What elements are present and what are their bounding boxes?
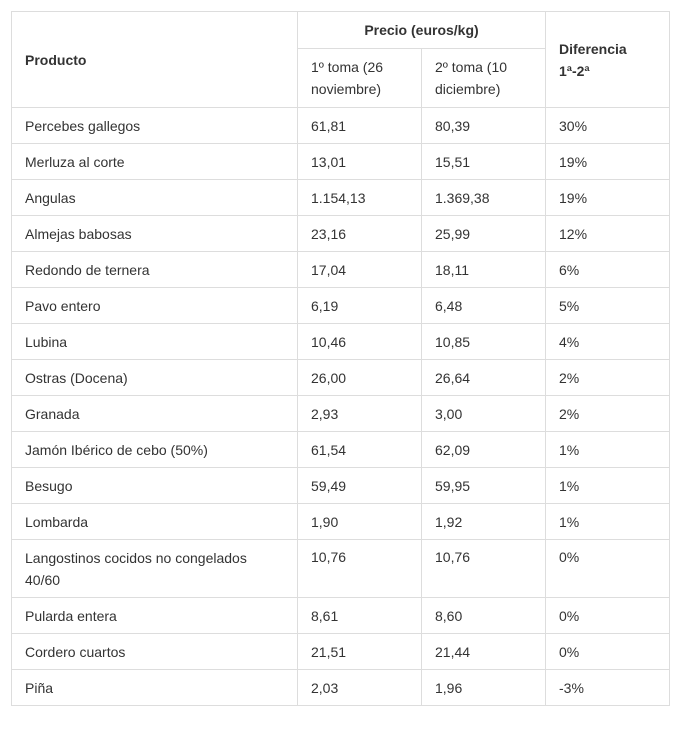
cell-product: Lombarda — [12, 504, 298, 540]
cell-first-take: 2,93 — [298, 396, 422, 432]
cell-first-take: 10,76 — [298, 540, 422, 598]
cell-first-take: 17,04 — [298, 252, 422, 288]
cell-difference: 1% — [546, 468, 670, 504]
cell-second-take: 1,96 — [422, 670, 546, 706]
cell-difference: 19% — [546, 180, 670, 216]
cell-second-take: 6,48 — [422, 288, 546, 324]
table-row — [12, 634, 670, 670]
cell-product: Cordero cuartos — [12, 634, 298, 670]
header-first-take: 1º toma (26 noviembre) — [298, 49, 422, 108]
cell-difference: 6% — [546, 252, 670, 288]
cell-second-take: 26,64 — [422, 360, 546, 396]
cell-first-take: 1,90 — [298, 504, 422, 540]
header-product: Producto — [12, 12, 298, 108]
cell-second-take: 1.369,38 — [422, 180, 546, 216]
cell-product: Granada — [12, 396, 298, 432]
cell-first-take: 23,16 — [298, 216, 422, 252]
table-row — [12, 670, 670, 706]
cell-second-take: 18,11 — [422, 252, 546, 288]
cell-second-take: 80,39 — [422, 108, 546, 144]
table-row — [12, 396, 670, 432]
cell-second-take: 21,44 — [422, 634, 546, 670]
cell-difference: 30% — [546, 108, 670, 144]
cell-second-take: 3,00 — [422, 396, 546, 432]
cell-second-take: 10,76 — [422, 540, 546, 598]
cell-product: Langostinos cocidos no congelados 40/60 — [12, 540, 298, 598]
cell-second-take: 15,51 — [422, 144, 546, 180]
cell-product: Pavo entero — [12, 288, 298, 324]
cell-difference: 5% — [546, 288, 670, 324]
table-row — [12, 288, 670, 324]
table-row — [12, 504, 670, 540]
cell-first-take: 59,49 — [298, 468, 422, 504]
cell-first-take: 26,00 — [298, 360, 422, 396]
cell-first-take: 8,61 — [298, 598, 422, 634]
cell-first-take: 61,54 — [298, 432, 422, 468]
cell-difference: -3% — [546, 670, 670, 706]
cell-second-take: 25,99 — [422, 216, 546, 252]
cell-second-take: 62,09 — [422, 432, 546, 468]
cell-product: Jamón Ibérico de cebo (50%) — [12, 432, 298, 468]
table-row — [12, 598, 670, 634]
cell-difference: 0% — [546, 540, 670, 598]
table-row — [12, 468, 670, 504]
cell-product: Percebes gallegos — [12, 108, 298, 144]
table-row — [12, 216, 670, 252]
cell-difference: 19% — [546, 144, 670, 180]
header-price-group: Precio (euros/kg) — [298, 12, 546, 49]
cell-product: Lubina — [12, 324, 298, 360]
header-difference: Diferencia 1ª-2ª — [546, 12, 670, 108]
price-table — [11, 11, 670, 706]
table-row — [12, 540, 670, 598]
cell-first-take: 61,81 — [298, 108, 422, 144]
table-body — [12, 108, 670, 706]
cell-second-take: 10,85 — [422, 324, 546, 360]
table-row — [12, 108, 670, 144]
cell-difference: 1% — [546, 432, 670, 468]
cell-product: Merluza al corte — [12, 144, 298, 180]
cell-difference: 0% — [546, 598, 670, 634]
cell-product: Piña — [12, 670, 298, 706]
cell-second-take: 8,60 — [422, 598, 546, 634]
cell-product: Pularda entera — [12, 598, 298, 634]
cell-first-take: 13,01 — [298, 144, 422, 180]
cell-difference: 0% — [546, 634, 670, 670]
table-row — [12, 180, 670, 216]
cell-first-take: 2,03 — [298, 670, 422, 706]
cell-product: Almejas babosas — [12, 216, 298, 252]
cell-difference: 2% — [546, 360, 670, 396]
table-row — [12, 144, 670, 180]
price-table-container — [11, 11, 669, 706]
cell-second-take: 59,95 — [422, 468, 546, 504]
cell-first-take: 6,19 — [298, 288, 422, 324]
cell-difference: 1% — [546, 504, 670, 540]
table-row — [12, 360, 670, 396]
table-row — [12, 432, 670, 468]
cell-difference: 12% — [546, 216, 670, 252]
cell-first-take: 21,51 — [298, 634, 422, 670]
table-row — [12, 252, 670, 288]
cell-product: Angulas — [12, 180, 298, 216]
cell-product: Besugo — [12, 468, 298, 504]
header-second-take: 2º toma (10 diciembre) — [422, 49, 546, 108]
cell-product: Ostras (Docena) — [12, 360, 298, 396]
cell-difference: 2% — [546, 396, 670, 432]
table-row — [12, 324, 670, 360]
cell-first-take: 10,46 — [298, 324, 422, 360]
cell-second-take: 1,92 — [422, 504, 546, 540]
cell-difference: 4% — [546, 324, 670, 360]
cell-first-take: 1.154,13 — [298, 180, 422, 216]
cell-product: Redondo de ternera — [12, 252, 298, 288]
